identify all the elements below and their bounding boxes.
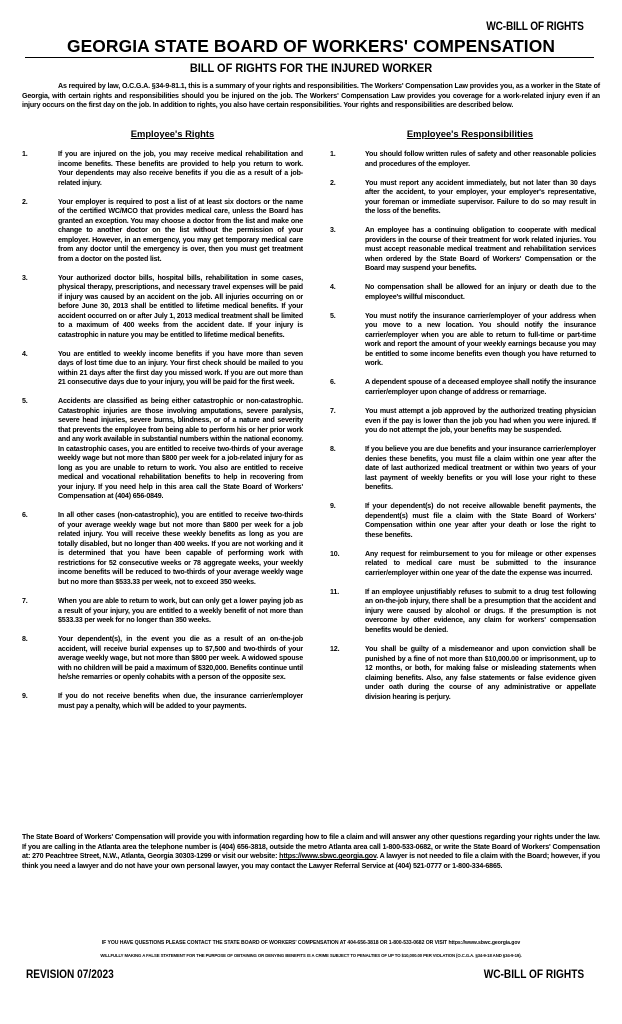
contact-notice: IF YOU HAVE QUESTIONS PLEASE CONTACT THE STATE BOARD OF WORKERS' COMPENSATION AT 404-656-3818 OR 1-800-533-0682 OR VISIT https://www.sbwc.georgia.gov [101, 940, 521, 946]
item-number: 3. [330, 226, 336, 235]
item-text: If your dependent(s) do not receive allowable benefit payments, the dependent(s) must file a claim with the State Board of Workers' Compensation within one year after your death or lose the right to these benefits. [365, 502, 596, 539]
item-number: 9. [22, 692, 28, 701]
item-number: 5. [22, 397, 28, 406]
contact-information-paragraph [22, 833, 600, 871]
list-item [22, 397, 303, 502]
list-item [330, 550, 596, 579]
employee-responsibilities-heading: Employee's Responsibilities [406, 128, 534, 139]
list-item [330, 179, 596, 217]
list-item [22, 597, 303, 626]
list-item [330, 378, 596, 397]
list-item [330, 407, 596, 436]
item-number: 6. [330, 378, 336, 387]
item-text: You should follow written rules of safety and other reasonable policies and procedures of the employer. [365, 150, 596, 168]
item-number: 8. [330, 445, 336, 454]
contact-text-after-link: . A lawyer is not needed to file a claim with the Board; however, if you think you need a lawyer and do not have your own personal lawyer, you may contact the Lawyer Referral Service at (404) 521-0777 or 1-800-334-6865. [22, 852, 600, 870]
employee-responsibilities-section [330, 128, 596, 712]
item-number: 10. [330, 549, 340, 558]
page-subtitle: BILL OF RIGHTS FOR THE INJURED WORKER [189, 61, 433, 75]
item-number: 11. [330, 587, 340, 596]
list-item [22, 511, 303, 587]
item-number: 2. [330, 178, 336, 187]
revision-label: REVISION 07/2023 [26, 969, 114, 981]
penalty-notice: WILLFULLY MAKING A FALSE STATEMENT FOR THE PURPOSE OF OBTAINING OR DENYING BENEFITS IS A CRIME SUBJECT TO PENALTIES OF UP TO $10,000.00 PER VIOLATION (O.C.G.A. §34-9-18 AND §34-9-19). [100, 953, 522, 958]
item-text: A dependent spouse of a deceased employee shall notify the insurance carrier/employer upon change of address or remarriage. [365, 378, 596, 396]
form-code-footer: WC-BILL OF RIGHTS [483, 969, 584, 981]
item-text: Any request for reimbursement to you for mileage or other expenses related to medical care must be submitted to the insurance carrier/employer within one year of the date the expense was incurred. [365, 549, 596, 577]
item-text: No compensation shall be allowed for an injury or death due to the employee's willful misconduct. [365, 283, 596, 301]
employee-responsibilities-list [330, 150, 596, 702]
employee-rights-list [22, 150, 303, 711]
item-text: You shall be guilty of a misdemeanor and upon conviction shall be punished by a fine of not more than $10,000.00 or imprisonment, up to 12 months, or both, for making false or misleading statements when claiming benefits. Also, any false statements or false evidence given under oath during the course of any administrative or appellate division hearing is perjury. [365, 645, 596, 701]
item-number: 9. [330, 502, 336, 511]
list-item [22, 350, 303, 388]
item-number: 2. [22, 197, 28, 206]
item-text: You must attempt a job approved by the authorized treating physician even if the pay is lower than the job you had when you were injured. If you do not attempt the job, your benefits may be suspended. [365, 407, 596, 435]
list-item [22, 274, 303, 341]
item-number: 1. [330, 150, 336, 158]
item-text: Your dependent(s), in the event you die as a result of an on-the-job accident, will receive burial expenses up to $7,500 and two-thirds of your average weekly wage, but not more than $800 per week. A widowed spouse with no children will be paid a maximum of $320,000. Benefits continue until he/she remarries or openly cohabits with a person of the opposite sex. [58, 635, 303, 682]
intro-text: As required by law, O.C.G.A. §34-9-81.1, this is a summary of your rights and responsibilities. The Workers' Compensation Law provides you, as a worker in the State of Georgia, with certain rights and responsibilities should you be injured on the job. The Workers' Compensation Law provides you coverage for a work-related injury even if an injury occurs on the first day on the job. In addition to rights, you also have certain responsibilities. Your rights and responsibilities are described below. [22, 82, 600, 110]
list-item [330, 588, 596, 636]
contact-text-before-link: The State Board of Workers' Compensation will provide you with information regarding how to file a claim and will answer any other questions regarding your rights under the law. If you are calling in the Atlanta area the telephone number is (404) 656-3818, outside the metro Atlanta area call 1-800-533-0682, or write the State Board of Workers' Compensation at: 270 Peachtree Street, N.W., Atlanta, Georgia 30303-1299 or visit our website: [22, 833, 600, 861]
list-item [22, 692, 303, 711]
intro-paragraph [22, 82, 600, 111]
page-title: GEORGIA STATE BOARD OF WORKERS' COMPENSATION [66, 36, 556, 56]
list-item [330, 645, 596, 702]
item-number: 12. [330, 645, 340, 654]
item-text: Your employer is required to post a list of at least six doctors or the name of the certified WC/MCO that provides medical care, unless the Board has granted an exception. You may choose a doctor from the list and make one change to another doctor on the list without the permission of your employer. However, in an emergency, you may get temporary medical care from any doctor until the emergency is over, then you must get treatment from a doctor on the posted list. [58, 197, 303, 263]
title-divider [25, 57, 594, 58]
item-text: If you do not receive benefits when due, the insurance carrier/employer must pay a penalty, which will be added to your payments. [58, 692, 303, 710]
item-number: 5. [330, 311, 336, 320]
item-text: You must report any accident immediately, but not later than 30 days after the accident, to your employer, your employer's representative, your foreman or immediate supervisor. Failure to do so may result in the loss of the benefits. [365, 178, 596, 216]
list-item [330, 226, 596, 274]
item-text: If you are injured on the job, you may receive medical rehabilitation and income benefits. These benefits are provided to help you return to work. Your dependents may also receive benefits if you die as a result of a job-related injury. [58, 150, 303, 187]
list-item [330, 312, 596, 369]
item-text: Accidents are classified as being either catastrophic or non-catastrophic. Catastrophic injuries are those involving amputations, severe paralysis, severe head injuries, severe burns, blindness, or of a nature and severity that prevents the employee from being able to perform his or her prior work and any work available in substantial numbers within the national economy. In catastrophic cases, you are entitled to receive two-thirds of your average weekly wage but not more than $800 per week for a job-related injury for as long as you are unable to return to work. You also are entitled to receive medical and vocational rehabilitation benefits to help in recovering from your injury. If you need help in this area call the State Board of Workers' Compensation at (404) 656-0849. [58, 397, 303, 501]
employee-rights-heading: Employee's Rights [130, 128, 215, 139]
item-text: In all other cases (non-catastrophic), you are entitled to receive two-thirds of your average weekly wage but not more than $800 per week for a job related injury. You will receive these weekly benefits as long as you are totally disabled, but no longer than 400 weeks. If you are not working and it is determined that you have been capable of performing work with restrictions for 52 consecutive weeks or 78 aggregate weeks, your weekly income benefits will be reduced to two-thirds of your average weekly wage but no more than $533.33 per week, not to exceed 350 weeks. [58, 511, 303, 586]
item-number: 7. [330, 407, 336, 416]
item-number: 7. [22, 597, 28, 606]
list-item [22, 635, 303, 683]
list-item [330, 445, 596, 493]
item-number: 6. [22, 511, 28, 520]
list-item [22, 150, 303, 188]
employee-rights-section [22, 128, 303, 721]
list-item [22, 198, 303, 265]
item-number: 4. [22, 349, 28, 358]
list-item [330, 283, 596, 302]
item-text: If you believe you are due benefits and your insurance carrier/employer denies these benefits, you must file a claim within one year after the date of last authorized medical treatment or within two years of your last payment of weekly benefits or you will lose your right to these benefits. [365, 445, 596, 492]
list-item [330, 502, 596, 540]
item-text: An employee has a continuing obligation to cooperate with medical providers in the course of their treatment for work related injuries. You must accept reasonable medical treatment and rehabilitation services when ordered by the State Board of Workers' Compensation or the Board may suspend your benefits. [365, 226, 596, 273]
item-number: 1. [22, 150, 28, 158]
list-item [330, 150, 596, 169]
item-number: 4. [330, 283, 336, 292]
form-code-header: WC-BILL OF RIGHTS [486, 21, 584, 33]
item-number: 8. [22, 635, 28, 644]
sbwc-website-link[interactable]: https://www.sbwc.georgia.gov [279, 852, 377, 861]
item-text: When you are able to return to work, but can only get a lower paying job as a result of your injury, you are entitled to a weekly benefit of not more than $533.33 per week for no longer than 350 weeks. [58, 597, 303, 625]
item-number: 3. [22, 273, 28, 282]
item-text: You must notify the insurance carrier/employer of your address when you move to a new location. You should notify the insurance carrier/employer when you are able to return to full-time or part-time work and report the amount of your weekly earnings because you may be entitled to some income benefits even though you have returned to work. [365, 311, 596, 368]
item-text: You are entitled to weekly income benefits if you have more than seven days of lost time due to an injury. Your first check should be mailed to you within 21 days after the first day you missed work. If you are out more than 21 consecutive days due to your injury, you will be paid for the first week. [58, 349, 303, 387]
item-text: Your authorized doctor bills, hospital bills, rehabilitation in some cases, physical therapy, prescriptions, and necessary travel expenses will be paid if injury was caused by an accident on the job. All injuries occurring on or before June 30, 2013 shall be entitled to lifetime medical benefits. If your accident occurred on or after July 1, 2013 medical treatment shall be limited to a maximum of 400 weeks from the accident date. If your injury is catastrophic in nature you may be entitled to lifetime medical benefits. [58, 273, 303, 339]
item-text: If an employee unjustifiably refuses to submit to a drug test following an on-the-job injury, there shall be a presumption that the accident and injury were caused by alcohol or drugs. If the presumption is not overcome by other evidence, any claim for workers' compensation benefits would be denied. [365, 587, 596, 634]
